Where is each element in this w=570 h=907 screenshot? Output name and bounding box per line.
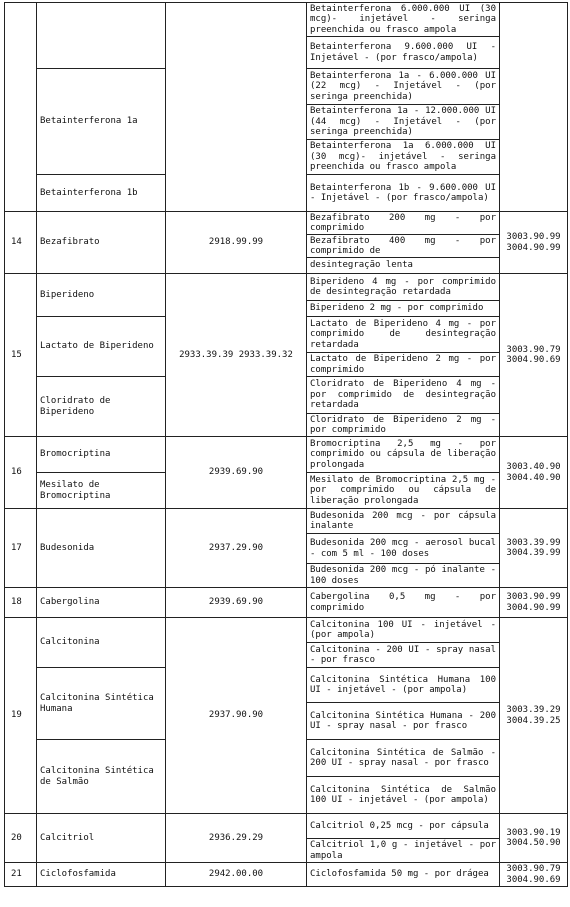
row-number: 18 <box>5 588 37 618</box>
ncm-code: 2942.00.00 <box>166 863 307 887</box>
substance-cell: Bezafibrato <box>37 212 166 274</box>
substance-cell: Ciclofosfamida <box>37 863 166 887</box>
tec-code: 3003.90.79 3004.90.69 <box>500 274 568 437</box>
presentation-cell: Betainterferona 1b - 9.600.000 UI - Injetável - (por frasco/ampola) <box>307 175 500 212</box>
presentation-cell: Lactato de Biperideno 4 mg - por comprimido de desintegração retardada <box>307 317 500 353</box>
ncm-code: 2918.99.99 <box>166 212 307 274</box>
row-number: 17 <box>5 509 37 588</box>
presentation-cell: Budesonida 200 mcg - aerosol bucal - com 5 ml - 100 doses <box>307 534 500 564</box>
tec-code: 3003.90.79 3004.90.69 <box>500 863 568 887</box>
substance-cell: Calcitonina <box>37 618 166 668</box>
presentation-cell: Cabergolina 0,5 mg - por comprimido <box>307 588 500 618</box>
ncm-code: 2939.69.90 <box>166 437 307 509</box>
ncm-code: 2937.29.90 <box>166 509 307 588</box>
presentation-cell: Cloridrato de Biperideno 2 mg - por comprimido <box>307 414 500 437</box>
substance-cell: Calcitonina Sintética de Salmão <box>37 740 166 814</box>
presentation-cell: Betainterferona 1a - 12.000.000 UI (44 mcg) - Injetável - (por seringa preenchida) <box>307 105 500 140</box>
row-number: 14 <box>5 212 37 274</box>
table-row <box>5 509 568 534</box>
presentation-cell: Bezafibrato 200 mg - por comprimido <box>307 212 500 235</box>
table-row <box>5 437 568 473</box>
table-row <box>5 863 568 887</box>
medication-table <box>4 2 568 887</box>
row-number: 19 <box>5 618 37 814</box>
row-number: 16 <box>5 437 37 509</box>
presentation-cell: Mesilato de Bromocriptina 2,5 mg - por comprimido ou cápsula de liberação prolongada <box>307 473 500 509</box>
table-row <box>5 3 568 37</box>
substance-cell: Lactato de Biperideno <box>37 317 166 377</box>
presentation-cell: Calcitonina Sintética Humana 100 UI - injetável - (por ampola) <box>307 668 500 703</box>
presentation-cell: Calcitonina Sintética de Salmão 100 UI - injetável - (por ampola) <box>307 777 500 814</box>
table-row <box>5 814 568 839</box>
substance-cell: Mesilato de Bromocriptina <box>37 473 166 509</box>
substance-cell: Betainterferona 1a <box>37 69 166 175</box>
substance-cell <box>37 3 166 69</box>
substance-cell: Budesonida <box>37 509 166 588</box>
presentation-cell: Budesonida 200 mcg - por cápsula inalante <box>307 509 500 534</box>
presentation-cell: Calcitriol 1,0 g - injetável - por ampola <box>307 839 500 863</box>
tec-code <box>500 3 568 212</box>
substance-cell: Cabergolina <box>37 588 166 618</box>
presentation-cell: Lactato de Biperideno 2 mg - por comprimido <box>307 353 500 377</box>
ncm-code: 2933.39.39 2933.39.32 <box>166 274 307 437</box>
presentation-cell: Cloridrato de Biperideno 4 mg - por comprimido de desintegração retardada <box>307 377 500 414</box>
presentation-cell: Calcitonina Sintética Humana - 200 UI - spray nasal - por frasco <box>307 703 500 740</box>
presentation-cell: Calcitonina 100 UI - injetável - (por ampola) <box>307 618 500 643</box>
ncm-code: 2936.29.29 <box>166 814 307 863</box>
ncm-code: 2937.90.90 <box>166 618 307 814</box>
row-number: 20 <box>5 814 37 863</box>
presentation-cell: Bezafibrato 400 mg - por comprimido de <box>307 235 500 258</box>
presentation-cell: Biperideno 2 mg - por comprimido <box>307 301 500 317</box>
presentation-cell: Bromocriptina 2,5 mg - por comprimido ou cápsula de liberação prolongada <box>307 437 500 473</box>
tec-code: 3003.90.19 3004.50.90 <box>500 814 568 863</box>
presentation-cell: Calcitonina Sintética de Salmão - 200 UI - spray nasal - por frasco <box>307 740 500 777</box>
substance-cell: Cloridrato de Biperideno <box>37 377 166 437</box>
tec-code: 3003.39.29 3004.39.25 <box>500 618 568 814</box>
table-row <box>5 274 568 301</box>
presentation-cell: Betainterferona 6.000.000 UI (30 mcg)- injetável - seringa preenchida ou frasco ampola <box>307 3 500 37</box>
presentation-cell: Betainterferona 1a 6.000.000 UI (30 mcg)- injetável - seringa preenchida ou frasco ampola <box>307 140 500 175</box>
substance-cell: Bromocriptina <box>37 437 166 473</box>
row-number: 15 <box>5 274 37 437</box>
substance-cell: Calcitriol <box>37 814 166 863</box>
table-row <box>5 588 568 618</box>
ncm-code <box>166 3 307 212</box>
presentation-cell: Calcitonina - 200 UI - spray nasal - por frasco <box>307 643 500 668</box>
tec-code: 3003.40.90 3004.40.90 <box>500 437 568 509</box>
row-number <box>5 3 37 212</box>
presentation-cell: Ciclofosfamida 50 mg - por drágea <box>307 863 500 887</box>
substance-cell: Calcitonina Sintética Humana <box>37 668 166 740</box>
presentation-cell: Betainterferona 9.600.000 UI - Injetável - (por frasco/ampola) <box>307 37 500 69</box>
tec-code: 3003.90.99 3004.90.99 <box>500 588 568 618</box>
presentation-cell: Calcitriol 0,25 mcg - por cápsula <box>307 814 500 839</box>
ncm-code: 2939.69.90 <box>166 588 307 618</box>
presentation-cell: Biperideno 4 mg - por comprimido de desintegração retardada <box>307 274 500 301</box>
substance-cell: Betainterferona 1b <box>37 175 166 212</box>
presentation-cell: Betainterferona 1a - 6.000.000 UI (22 mcg) - Injetável - (por seringa preenchida) <box>307 69 500 105</box>
tec-code: 3003.39.99 3004.39.99 <box>500 509 568 588</box>
table-row <box>5 212 568 235</box>
presentation-cell: desintegração lenta <box>307 258 500 274</box>
tec-code: 3003.90.99 3004.90.99 <box>500 212 568 274</box>
table-row <box>5 618 568 643</box>
substance-cell: Biperideno <box>37 274 166 317</box>
row-number: 21 <box>5 863 37 887</box>
presentation-cell: Budesonida 200 mcg - pó inalante - 100 doses <box>307 564 500 588</box>
